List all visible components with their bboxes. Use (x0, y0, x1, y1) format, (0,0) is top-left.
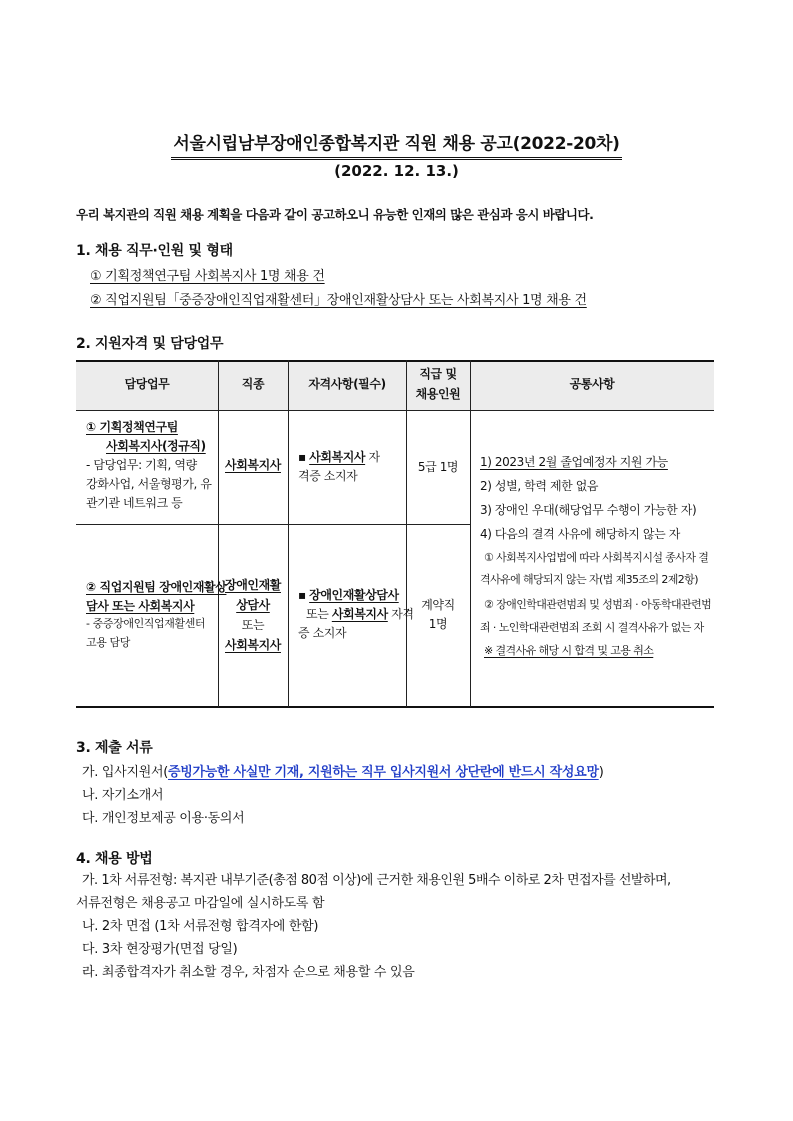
page-title: 서울시립남부장애인종합복지관 직원 채용 공고(2022-20차) (171, 129, 621, 160)
common-item-6a: ② 장애인학대관련범죄 및 성범죄 · 아동학대관련범 (484, 598, 712, 611)
row1-duty-title2: 사회복지사(정규직) (106, 439, 206, 453)
row2-duty-title2: 담사 또는 사회복지사 (86, 599, 195, 613)
row2-duty-desc2: 고용 담당 (86, 636, 131, 649)
row2-job-line1: 장애인재활 (225, 578, 281, 592)
section2-heading: 2. 지원자격 및 담당업무 (76, 336, 224, 352)
header-grade-line2: 채용인원 (415, 387, 461, 401)
common-item-3: 3) 장애인 우대(해당업무 수행이 가능한 자) (480, 503, 697, 517)
row1-duty-desc2: 강화사업, 서울형평가, 유 (86, 477, 212, 491)
section3-item-b: 나. 자기소개서 (82, 788, 164, 803)
bullet-icon: ▪ (298, 588, 306, 602)
required-notice: 증빙가능한 사실만 기재, 지원하는 직무 입사지원서 상단란에 반드시 작성요망 (168, 765, 599, 780)
common-item-7: ※ 결격사유 해당 시 합격 및 고용 취소 (484, 644, 654, 657)
row2-qualification-line1: ▪ 장애인재활상담사 (298, 588, 399, 602)
qualification-table (76, 360, 714, 707)
common-item-6b: 죄 · 노인학대관련범죄 조회 시 결격사유가 없는 자 (480, 621, 704, 634)
section4-item-d: 라. 최종합격자가 취소할 경우, 차점자 순으로 채용할 수 있음 (82, 965, 415, 980)
row1-job: 사회복지사 (225, 458, 281, 472)
row2-qualification-line2: 또는 사회복지사 자격 (306, 607, 414, 621)
row2-grade-line2: 1명 (428, 617, 448, 631)
section4-item-a-line1: 가. 1차 서류전형: 복지관 내부기준(총점 80점 이상)에 근거한 채용인원 5배수 이하로 2차 면접자를 선발하며, (82, 873, 671, 888)
row1-grade: 5급 1명 (417, 460, 459, 474)
section3-heading: 3. 제출 서류 (76, 740, 153, 756)
row2-qualification-line3: 증 소지자 (298, 626, 347, 640)
row2-job-line2: 상담사 (236, 598, 270, 612)
row1-duty-desc1: - 담당업무: 기획, 역량 (86, 458, 197, 472)
header-job: 직종 (241, 377, 265, 391)
section4-item-c: 다. 3차 현장평가(면접 당일) (82, 942, 238, 957)
announcement-date: (2022. 12. 13.) (334, 162, 459, 180)
row1-qualification-line2: 격증 소지자 (298, 469, 358, 483)
intro-text: 우리 복지관의 직원 채용 계획을 다음과 같이 공고하오니 유능한 인재의 많은 관심과 응시 바랍니다. (76, 207, 594, 222)
section4-heading: 4. 채용 방법 (76, 851, 153, 867)
header-duty: 담당업무 (124, 377, 170, 391)
row1-duty-desc3: 관기관 네트워크 등 (86, 496, 183, 510)
common-item-2: 2) 성별, 학력 제한 없음 (480, 479, 599, 493)
section1-item-1: ① 기획정책연구팀 사회복지사 1명 채용 건 (90, 269, 325, 284)
common-item-5a: ① 사회복지사업법에 따라 사회복지시설 종사자 결 (484, 551, 709, 564)
row2-grade-line1: 계약직 (421, 598, 455, 612)
row2-duty-desc1: - 중증장애인직업재활센터 (86, 617, 206, 630)
header-qualification: 자격사항(필수) (308, 377, 386, 391)
row2-job-line3: 또는 (241, 618, 265, 632)
row1-qualification-line1: ▪ 사회복지사 자 (298, 450, 380, 464)
row1-duty-title1: ① 기획정책연구팀 (86, 420, 178, 434)
section3-item-a: 가. 입사지원서(증빙가능한 사실만 기재, 지원하는 직무 입사지원서 상단란에 반드시 작성요망) (82, 765, 604, 780)
section1-heading: 1. 채용 직무·인원 및 형태 (76, 243, 233, 259)
row2-job-line4: 사회복지사 (225, 638, 281, 652)
bullet-icon: ▪ (298, 450, 306, 464)
section1-item-2: ② 직업지원팀「중증장애인직업재활센터」장애인재활상담사 또는 사회복지사 1명 채용 건 (90, 293, 587, 308)
section3-item-c: 다. 개인정보제공 이용·동의서 (82, 811, 245, 826)
common-item-1: 1) 2023년 2월 졸업예정자 지원 가능 (480, 455, 668, 469)
header-common: 공통사항 (569, 377, 615, 391)
common-item-4: 4) 다음의 결격 사유에 해당하지 않는 자 (480, 527, 680, 541)
header-grade-line1: 직급 및 (419, 367, 457, 381)
row2-duty-title1: ② 직업지원팀 장애인재활상 (86, 580, 227, 594)
section4-item-b: 나. 2차 면접 (1차 서류전형 합격자에 한함) (82, 919, 319, 934)
section4-item-a-line2: 서류전형은 채용공고 마감일에 실시하도록 함 (76, 896, 325, 911)
common-item-5b: 격사유에 해당되지 않는 자(법 제35조의 2제2항) (480, 573, 698, 586)
title-wrap (0, 129, 793, 160)
